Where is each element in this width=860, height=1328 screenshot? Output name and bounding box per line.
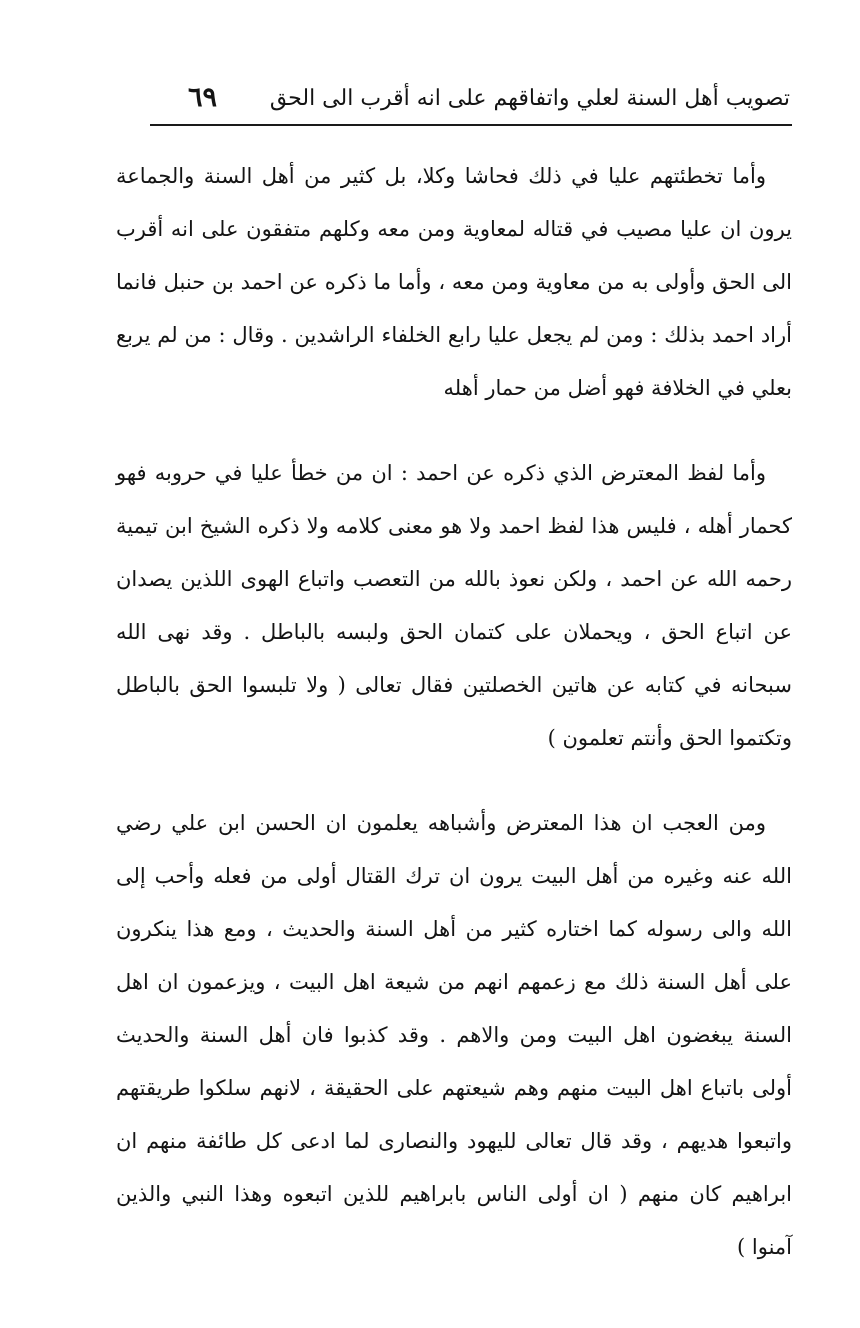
page-number: ٦٩: [188, 82, 218, 113]
paragraph-3: ومن العجب ان هذا المعترض وأشباهه يعلمون ان الحسن ابن علي رضي الله عنه وغيره من أهل البيت يرون ان ترك القتال أولى من فعله وأحب إلى الله والى رسوله كما اختاره كثير من أهل السنة والحديث ، ومع هذا ينكرون على أهل السنة ذلك مع زعمهم انهم من شيعة اهل البيت ، ويزعمون ان اهل السنة يبغضون اهل البيت ومن والاهم . وقد كذبوا فان أهل السنة والحديث أولى باتباع اهل البيت منهم وهم شيعتهم على الحقيقة ، لانهم سلكوا طريقتهم واتبعوا هديهم ، وقد قال تعالى لليهود والنصارى لما ادعى كل طائفة منهم ان ابراهيم كان منهم ( ان أولى الناس بابراهيم للذين اتبعوه وهذا النبي والذين آمنوا ): [116, 811, 792, 1259]
running-header: [150, 82, 790, 122]
paragraph-2: وأما لفظ المعترض الذي ذكره عن احمد : ان من خطأ عليا في حروبه فهو كحمار أهله ، فليس هذا لفظ احمد ولا هو معنى كلامه ولا ذكره الشيخ ابن تيمية رحمه الله عن احمد ، ولكن نعوذ بالله من التعصب واتباع الهوى اللذين يصدان عن اتباع الحق ، ويحملان على كتمان الحق ولبسه بالباطل . وقد نهى الله سبحانه في كتابه عن هاتين الخصلتين فقال تعالى ( ولا تلبسوا الحق بالباطل وتكتموا الحق وأنتم تعلمون ): [116, 461, 792, 750]
paragraph-1: وأما تخطئتهم عليا في ذلك فحاشا وكلا، بل كثير من أهل السنة والجماعة يرون ان عليا مصيب في قتاله لمعاوية ومن معه وكلهم متفقون على انه أقرب الى الحق وأولى به من معاوية ومن معه ، وأما ما ذكره عن احمد بن حنبل فانما أراد احمد بذلك : ومن لم يجعل عليا رابع الخلفاء الراشدين . وقال : من لم يربع بعلي في الخلافة فهو أضل من حمار أهله: [116, 164, 792, 400]
header-rule: [150, 124, 792, 126]
body-text: [116, 150, 792, 1306]
header-title: تصويب أهل السنة لعلي واتفاقهم على انه أقرب الى الحق: [269, 86, 790, 111]
